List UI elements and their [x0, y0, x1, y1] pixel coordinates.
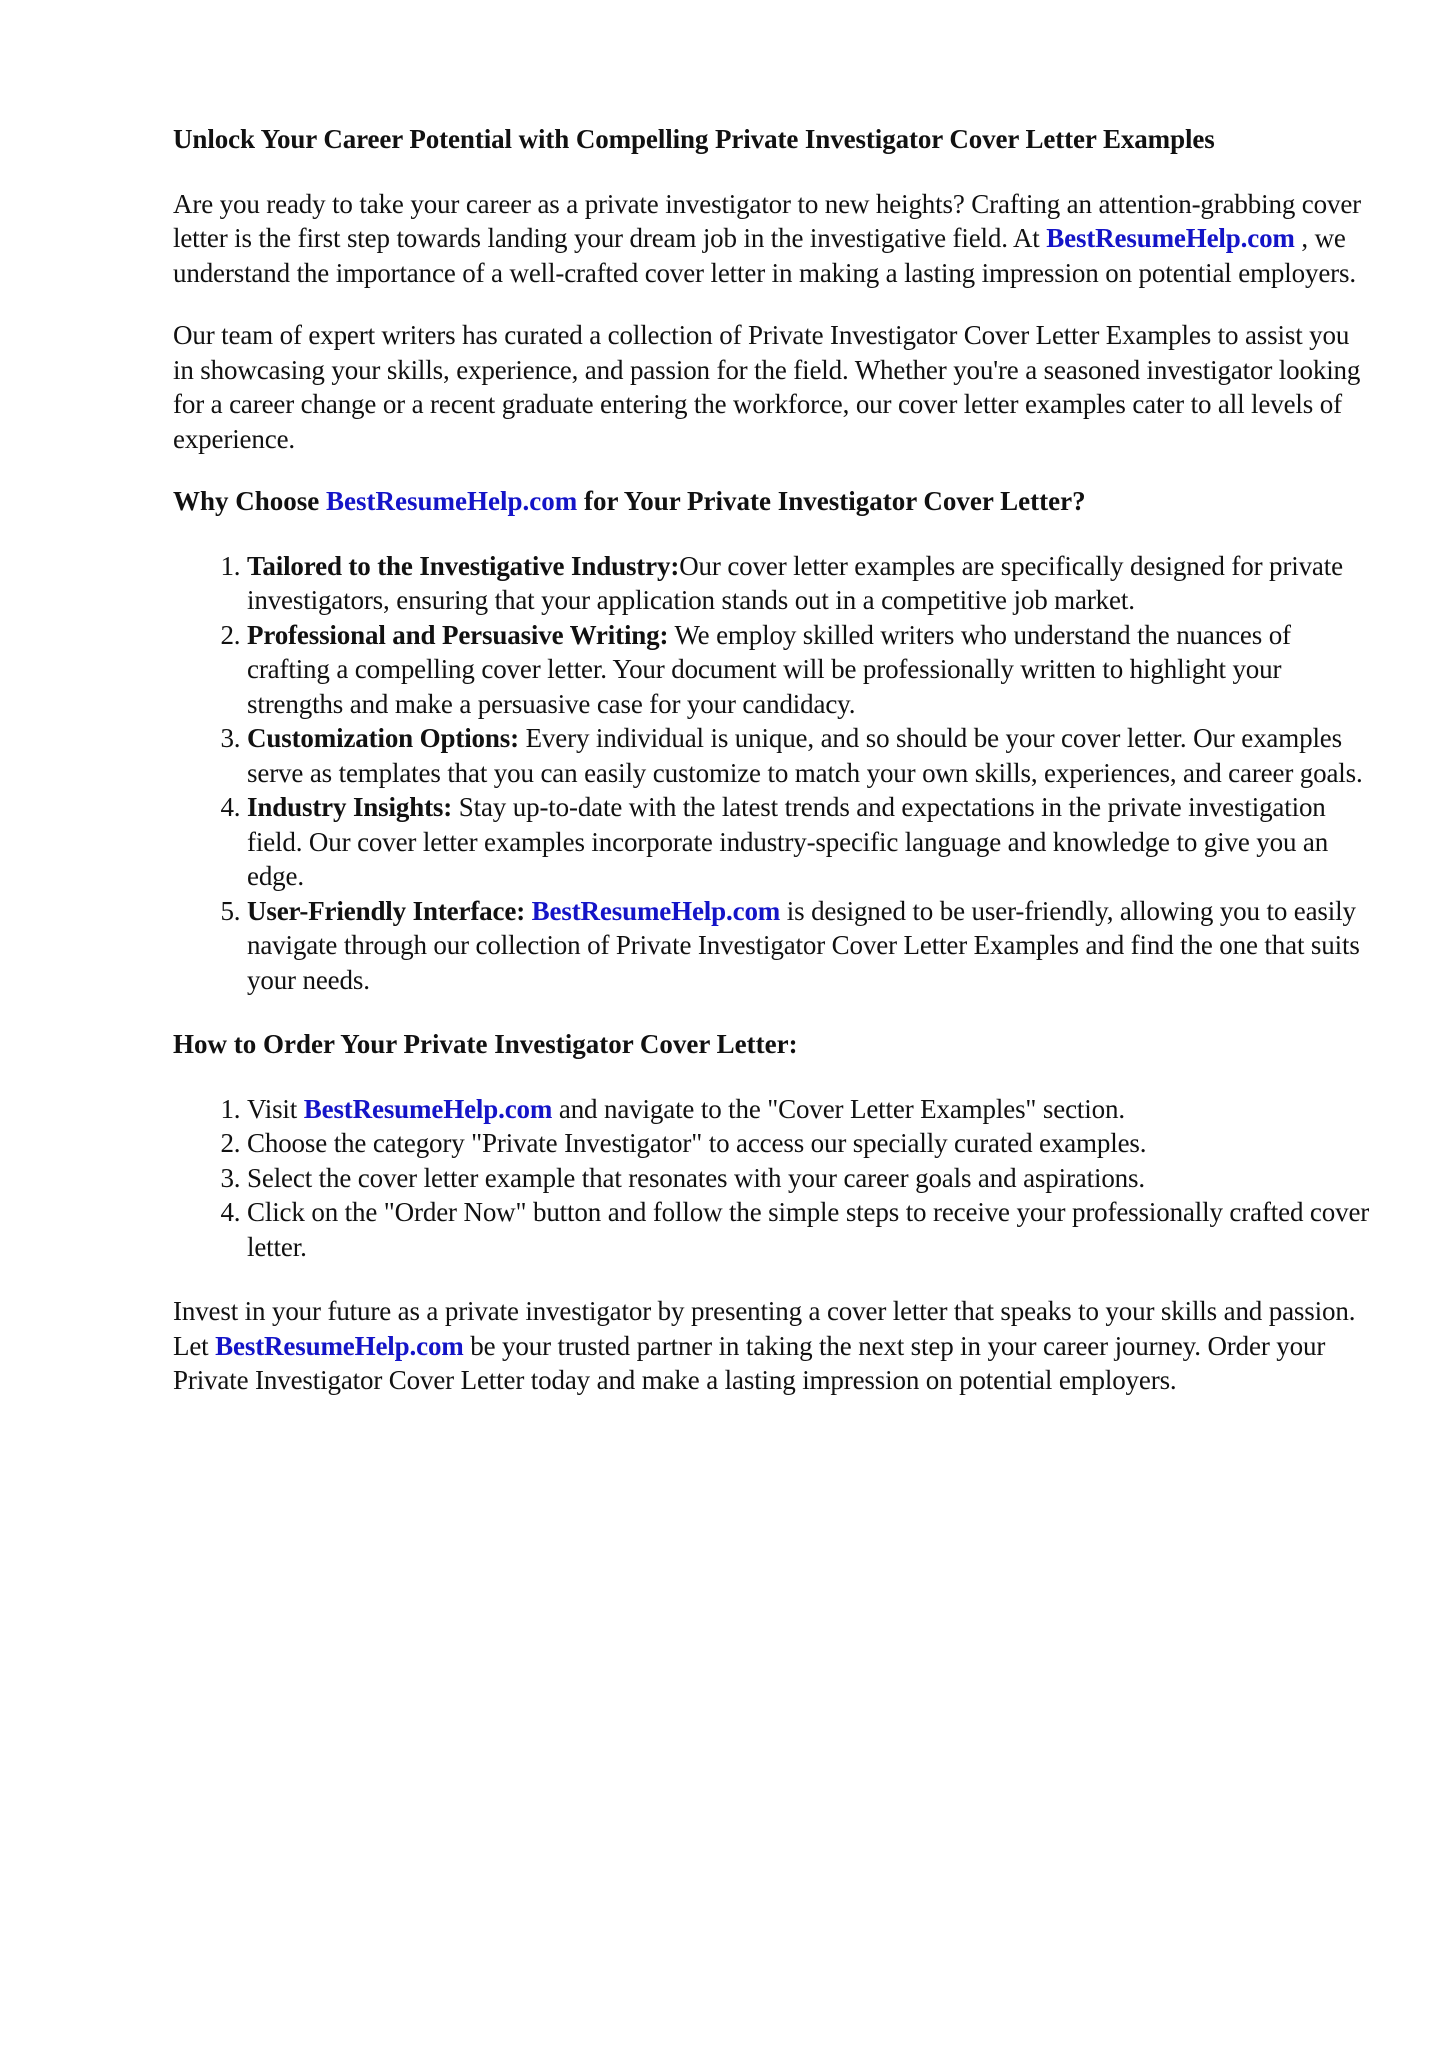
- list-item: [247, 618, 1373, 722]
- order-steps-list: [173, 1092, 1373, 1265]
- list-item: [247, 721, 1373, 790]
- list-item-text: We employ skilled writers who understand the nuances of crafting a compelling cover letter. Your document will be professionally written to highlight your strengths and make a persuasive case for your candidacy.: [247, 619, 1291, 719]
- closing-site-link[interactable]: BestResumeHelp.com: [215, 1330, 464, 1361]
- why-heading-after: for Your Private Investigator Cover Letter?: [577, 486, 1086, 516]
- list-item-label: User-Friendly Interface:: [247, 895, 526, 926]
- list-item-text: Stay up-to-date with the latest trends and expectations in the private investigation field. Our cover letter examples incorporate industry-specific language and knowledge to give you an edge.: [247, 792, 1329, 891]
- why-heading-before: Why Choose: [173, 486, 327, 516]
- list-item-label: Industry Insights:: [247, 792, 453, 822]
- list-item-label: Professional and Persuasive Writing:: [247, 619, 669, 650]
- closing-paragraph: [173, 1294, 1373, 1398]
- order-step: 3. Select the cover letter example that resonates with your career goals and aspirations.: [247, 1161, 1373, 1196]
- order-step-text-before-link: Visit: [247, 1093, 304, 1124]
- document-title: Unlock Your Career Potential with Compelling Private Investigator Cover Letter Examples: [173, 124, 1215, 154]
- list-item-text: Every individual is unique, and so should be your cover letter. Our examples serve as templates that you can easily customize to match your own skills, experiences, and career goals.: [247, 723, 1363, 788]
- intro-paragraph: [173, 187, 1373, 291]
- closing-text-after-link: be your trusted partner in taking the next step in your career journey. Order your Private Investigator Cover Letter today and make a lasting impression on potential employers.: [173, 1330, 1326, 1395]
- why-heading-site-link[interactable]: BestResumeHelp.com: [326, 486, 578, 516]
- intro-text-before-link: Are you ready to take your career as a private investigator to new heights? Crafting an attention-grabbing cover letter is the first step towards landing your dream job in the investigative field. At: [173, 188, 1361, 253]
- intro-text-after-link: , we understand the importance of a well-crafted cover letter in making a lasting impression on potential employers.: [173, 223, 1356, 288]
- why-choose-heading: [173, 484, 1373, 519]
- list-item-text: is designed to be user-friendly, allowing you to easily navigate through our collection of Private Investigator Cover Letter Examples and find the one that suits your needs.: [247, 895, 1360, 995]
- team-paragraph: Our team of expert writers has curated a collection of Private Investigator Cover Letter Examples to assist you in showcasing your skills, experience, and passion for the field. Whether you're a seasoned investigator looking for a career change or a recent graduate entering the workforce, our cover letter examples cater to all levels of experience.: [173, 320, 1361, 454]
- closing-text-before-link: Invest in your future as a private investigator by presenting a cover letter that speaks to your skills and passion. Let: [173, 1296, 1356, 1361]
- intro-site-link[interactable]: BestResumeHelp.com: [1046, 223, 1295, 253]
- order-step: 2. Choose the category "Private Investigator" to access our specially curated examples.: [247, 1126, 1373, 1161]
- order-step-site-link[interactable]: BestResumeHelp.com: [303, 1093, 553, 1124]
- list-item: [247, 790, 1373, 894]
- how-to-order-heading: How to Order Your Private Investigator Cover Letter:: [173, 1029, 798, 1059]
- list-item: [247, 549, 1373, 618]
- list-item-text: Our cover letter examples are specifically designed for private investigators, ensuring that your application stands out in a competitive job market.: [247, 550, 1343, 615]
- list-item-label: Tailored to the Investigative Industry:: [247, 550, 680, 581]
- order-step: 4. Click on the "Order Now" button and follow the simple steps to receive your professionally crafted cover letter.: [247, 1195, 1373, 1264]
- list-item-site-link[interactable]: BestResumeHelp.com: [525, 895, 781, 926]
- list-item-label: Customization Options:: [247, 723, 519, 753]
- order-step: [247, 1092, 1373, 1127]
- document-page: [173, 122, 1373, 1426]
- order-step-text-after-link: and navigate to the "Cover Letter Examples" section.: [552, 1093, 1125, 1124]
- list-item: [247, 894, 1373, 998]
- why-choose-list: [173, 549, 1373, 998]
